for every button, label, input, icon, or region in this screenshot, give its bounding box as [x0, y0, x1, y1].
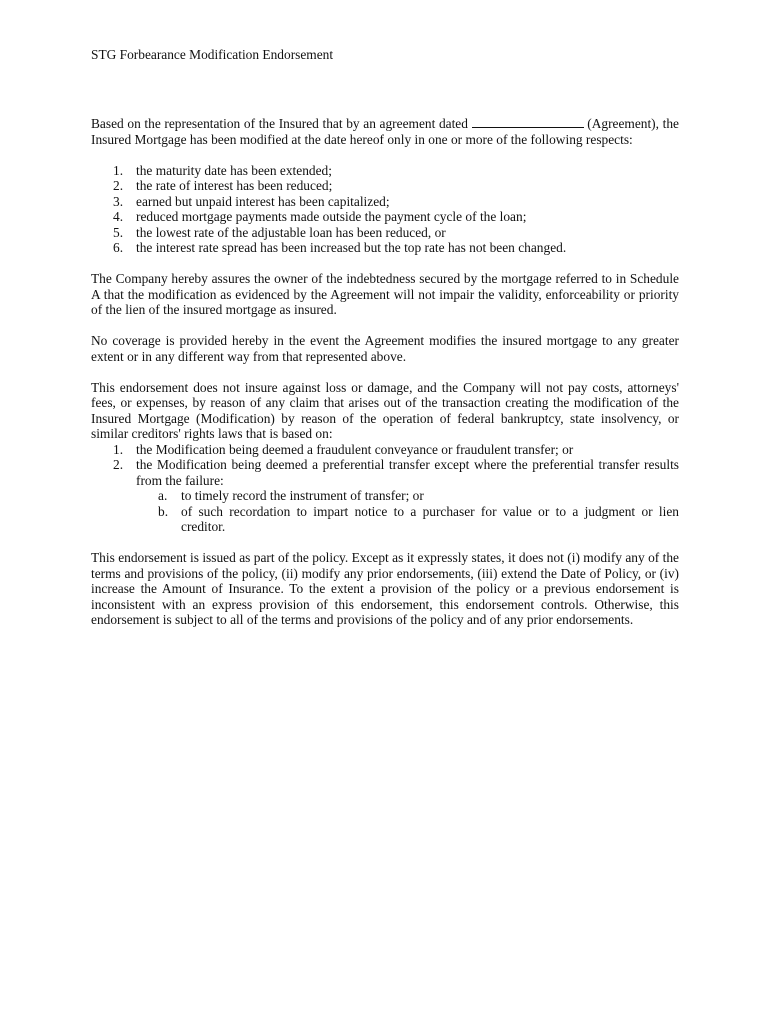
list-item — [91, 178, 679, 194]
list-item — [91, 457, 679, 535]
list-item-text: the interest rate spread has been increased but the top rate has not been changed. — [136, 240, 567, 255]
intro-text-end: (Agreement), the Insured Mortgage has been modified at the date hereof only in one or more of the following respects: — [91, 116, 679, 147]
list-item — [91, 209, 679, 225]
failure-list — [91, 488, 679, 535]
list-item — [91, 240, 679, 256]
list-item — [91, 163, 679, 179]
list-marker: 2. — [113, 457, 124, 472]
respects-list — [91, 163, 679, 256]
list-item-text: the Modification being deemed a preferential transfer except where the preferential transfer results from the failure: — [136, 457, 679, 488]
no-coverage-paragraph: No coverage is provided hereby in the event the Agreement modifies the insured mortgage to any greater extent or in any different way from that represented above. — [91, 333, 679, 364]
list-item — [91, 442, 679, 458]
list-marker: b. — [158, 503, 169, 519]
list-marker: 2. — [113, 178, 124, 193]
list-item-text: of such recordation to impart notice to a purchaser for value or to a judgment or lien creditor. — [181, 503, 679, 534]
list-marker: 6. — [113, 240, 124, 255]
intro-paragraph — [91, 116, 679, 147]
paragraph-gap — [91, 318, 679, 334]
exclusion-list — [91, 442, 679, 535]
list-marker: 3. — [113, 193, 124, 209]
list-item-text: the maturity date has been extended; — [136, 162, 332, 178]
list-item-text: the lowest rate of the adjustable loan has been reduced, or — [136, 224, 446, 240]
document-body — [91, 116, 679, 628]
list-marker: 1. — [113, 441, 124, 457]
list-marker: a. — [158, 488, 168, 503]
list-marker: 4. — [113, 209, 124, 224]
list-marker: 5. — [113, 224, 124, 240]
paragraph-gap — [91, 535, 679, 551]
exclusion-paragraph: This endorsement does not insure against loss or damage, and the Company will not pay costs, attorneys' fees, or expenses, by reason of any claim that arises out of the transaction creating the modification of the Insured Mortgage (Modification) by reason of the operation of federal bankruptcy, state insolvency, or similar creditors' rights laws that is based on: — [91, 379, 679, 441]
list-item-text: the Modification being deemed a fraudulent conveyance or fraudulent transfer; or — [136, 441, 574, 457]
list-item-text: to timely record the instrument of transfer; or — [181, 488, 424, 503]
list-item-text: the rate of interest has been reduced; — [136, 178, 333, 193]
list-item — [91, 225, 679, 241]
intro-text-start: Based on the representation of the Insured that by an agreement dated — [91, 116, 472, 131]
assurance-paragraph: The Company hereby assures the owner of the indebtedness secured by the mortgage referred to in Schedule A that the modification as evidenced by the Agreement will not impair the validity, enforceability or priority of the lien of the insured mortgage as insured. — [91, 271, 679, 317]
paragraph-gap — [91, 364, 679, 380]
list-item — [91, 488, 679, 504]
document-title: STG Forbearance Modification Endorsement — [91, 47, 334, 62]
paragraph-gap — [91, 256, 679, 272]
list-marker: 1. — [113, 162, 124, 178]
list-item — [91, 504, 679, 535]
list-item — [91, 194, 679, 210]
closing-paragraph: This endorsement is issued as part of the policy. Except as it expressly states, it does not (i) modify any of the terms and provisions of the policy, (ii) modify any prior endorsements, (iii) extend the Date of Policy, or (iv) increase the Amount of Insurance. To the extent a provision of the policy or a previous endorsement is inconsistent with an express provision of this endorsement, this endorsement controls. Otherwise, this endorsement is subject to all of the terms and provisions of the policy and of any prior endorsements. — [91, 550, 679, 627]
list-item-text: reduced mortgage payments made outside the payment cycle of the loan; — [136, 209, 527, 224]
list-item-text: earned but unpaid interest has been capitalized; — [136, 193, 390, 209]
agreement-date-blank — [472, 116, 584, 128]
